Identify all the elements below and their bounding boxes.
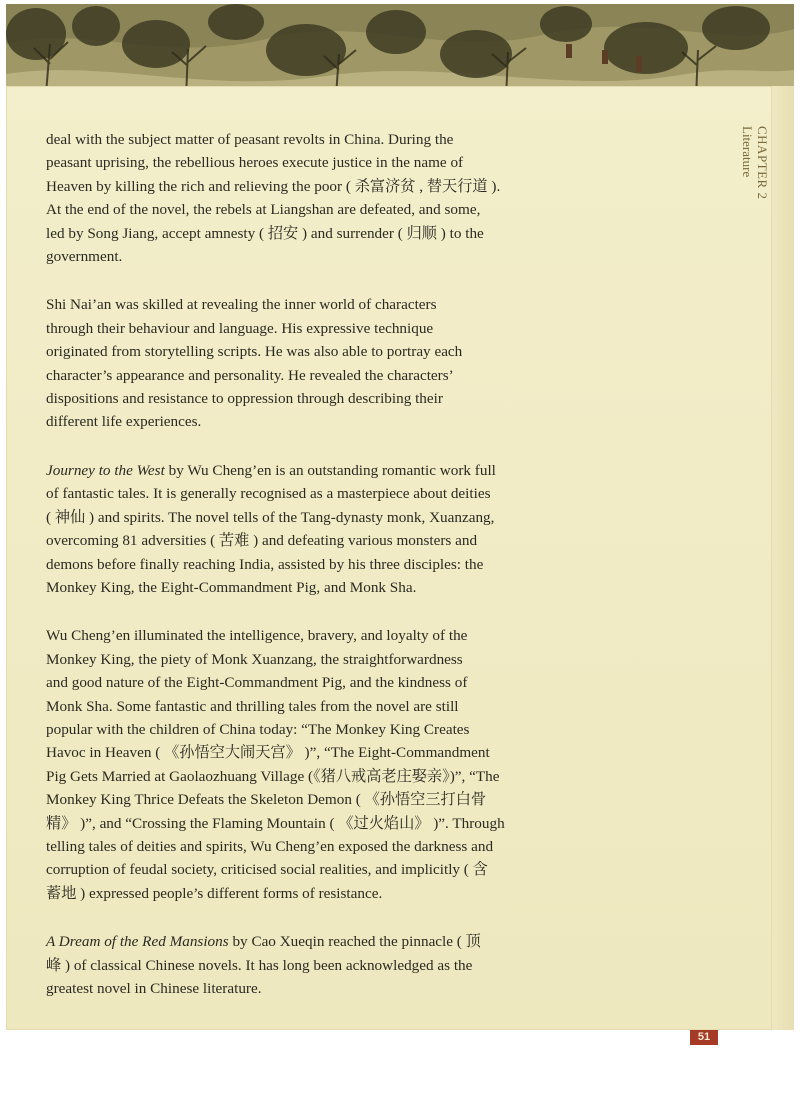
text-line: greatest novel in Chinese literature. bbox=[46, 980, 262, 997]
book-title-dream-of-red-mansions: A Dream of the Red Mansions bbox=[46, 933, 229, 951]
page-number-badge: 51 bbox=[690, 1030, 718, 1045]
text-line: through their behaviour and language. His expressive technique bbox=[46, 319, 434, 337]
chapter-section: Literature bbox=[740, 126, 755, 178]
text-line: of fantastic tales. It is generally recognised as a masterpiece about deities bbox=[46, 485, 491, 503]
text-line: Heaven by killing the rich and relieving the poor ( 杀富济贫 , 替天行道 ). bbox=[46, 177, 501, 195]
book-title-journey-to-the-west: Journey to the West bbox=[46, 461, 165, 479]
text-line: 峰 ) of classical Chinese novels. It has long been acknowledged as the bbox=[46, 956, 473, 974]
text-line: At the end of the novel, the rebels at Liangshan are defeated, and some, bbox=[46, 201, 481, 219]
text-line: 蓄地 ) expressed people’s different forms of resistance. bbox=[46, 884, 383, 902]
paragraph-4 bbox=[46, 624, 546, 905]
text-line: Monkey King, the piety of Monk Xuanzang, the straightforwardness bbox=[46, 650, 463, 668]
paragraph-3 bbox=[46, 459, 546, 599]
text-line: deal with the subject matter of peasant revolts in China. During the bbox=[46, 131, 454, 148]
text-line: originated from storytelling scripts. He was also able to portray each bbox=[46, 343, 463, 361]
text-line: Monk Sha. Some fantastic and thrilling tales from the novel are still bbox=[46, 697, 459, 715]
text-line: government. bbox=[46, 248, 123, 266]
text-line bbox=[46, 459, 546, 482]
text-line: Monkey King Thrice Defeats the Skeleton Demon ( 《孙悟空三打白骨 bbox=[46, 791, 487, 809]
text-line: Monkey King, the Eight-Commandment Pig, and Monk Sha. bbox=[46, 578, 417, 596]
page-edge-band bbox=[772, 86, 794, 1030]
text-line: Havoc in Heaven ( 《孙悟空大闹天宫》 )”, “The Eight-Commandment bbox=[46, 744, 490, 762]
text-line: 精》 )”, and “Crossing the Flaming Mountain ( 《过火焰山》 )”. Through bbox=[46, 814, 505, 832]
text-line: dispositions and resistance to oppression through describing their bbox=[46, 390, 443, 408]
text-line-rest: by Cao Xueqin reached the pinnacle ( 顶 bbox=[228, 933, 481, 951]
body-text bbox=[46, 128, 546, 1025]
text-line: overcoming 81 adversities ( 苦难 ) and defeating various monsters and bbox=[46, 532, 478, 550]
text-line: peasant uprising, the rebellious heroes execute justice in the name of bbox=[46, 154, 464, 172]
text-line: corruption of feudal society, criticised social realities, and implicitly ( 含 bbox=[46, 861, 488, 879]
text-line: character’s appearance and personality. He revealed the characters’ bbox=[46, 366, 454, 384]
text-line: telling tales of deities and spirits, Wu Cheng’en exposed the darkness and bbox=[46, 837, 494, 855]
paragraph-2 bbox=[46, 293, 546, 433]
text-line: and good nature of the Eight-Commandment Pig, and the kindness of bbox=[46, 674, 468, 692]
paragraph-1 bbox=[46, 128, 546, 268]
text-line: Wu Cheng’en illuminated the intelligence, bravery, and loyalty of the bbox=[46, 627, 468, 645]
paragraph-5 bbox=[46, 930, 546, 1000]
chapter-sidebar-label bbox=[730, 122, 774, 232]
text-line: Pig Gets Married at Gaolaozhuang Village (《猪八戒高老庄娶亲》)”, “The bbox=[46, 767, 500, 785]
text-line: different life experiences. bbox=[46, 413, 202, 431]
text-line: popular with the children of China today: “The Monkey King Creates bbox=[46, 720, 470, 738]
text-line bbox=[46, 930, 546, 953]
chapter-number: CHAPTER 2 bbox=[755, 126, 770, 200]
text-line: led by Song Jiang, accept amnesty ( 招安 ) and surrender ( 归顺 ) to the bbox=[46, 224, 484, 242]
text-line: ( 神仙 ) and spirits. The novel tells of the Tang-dynasty monk, Xuanzang, bbox=[46, 508, 495, 526]
text-line-rest: by Wu Cheng’en is an outstanding romantic work full bbox=[164, 461, 496, 479]
text-line: Shi Nai’an was skilled at revealing the inner world of characters bbox=[46, 296, 437, 314]
text-line: demons before finally reaching India, assisted by his three disciples: the bbox=[46, 555, 484, 573]
